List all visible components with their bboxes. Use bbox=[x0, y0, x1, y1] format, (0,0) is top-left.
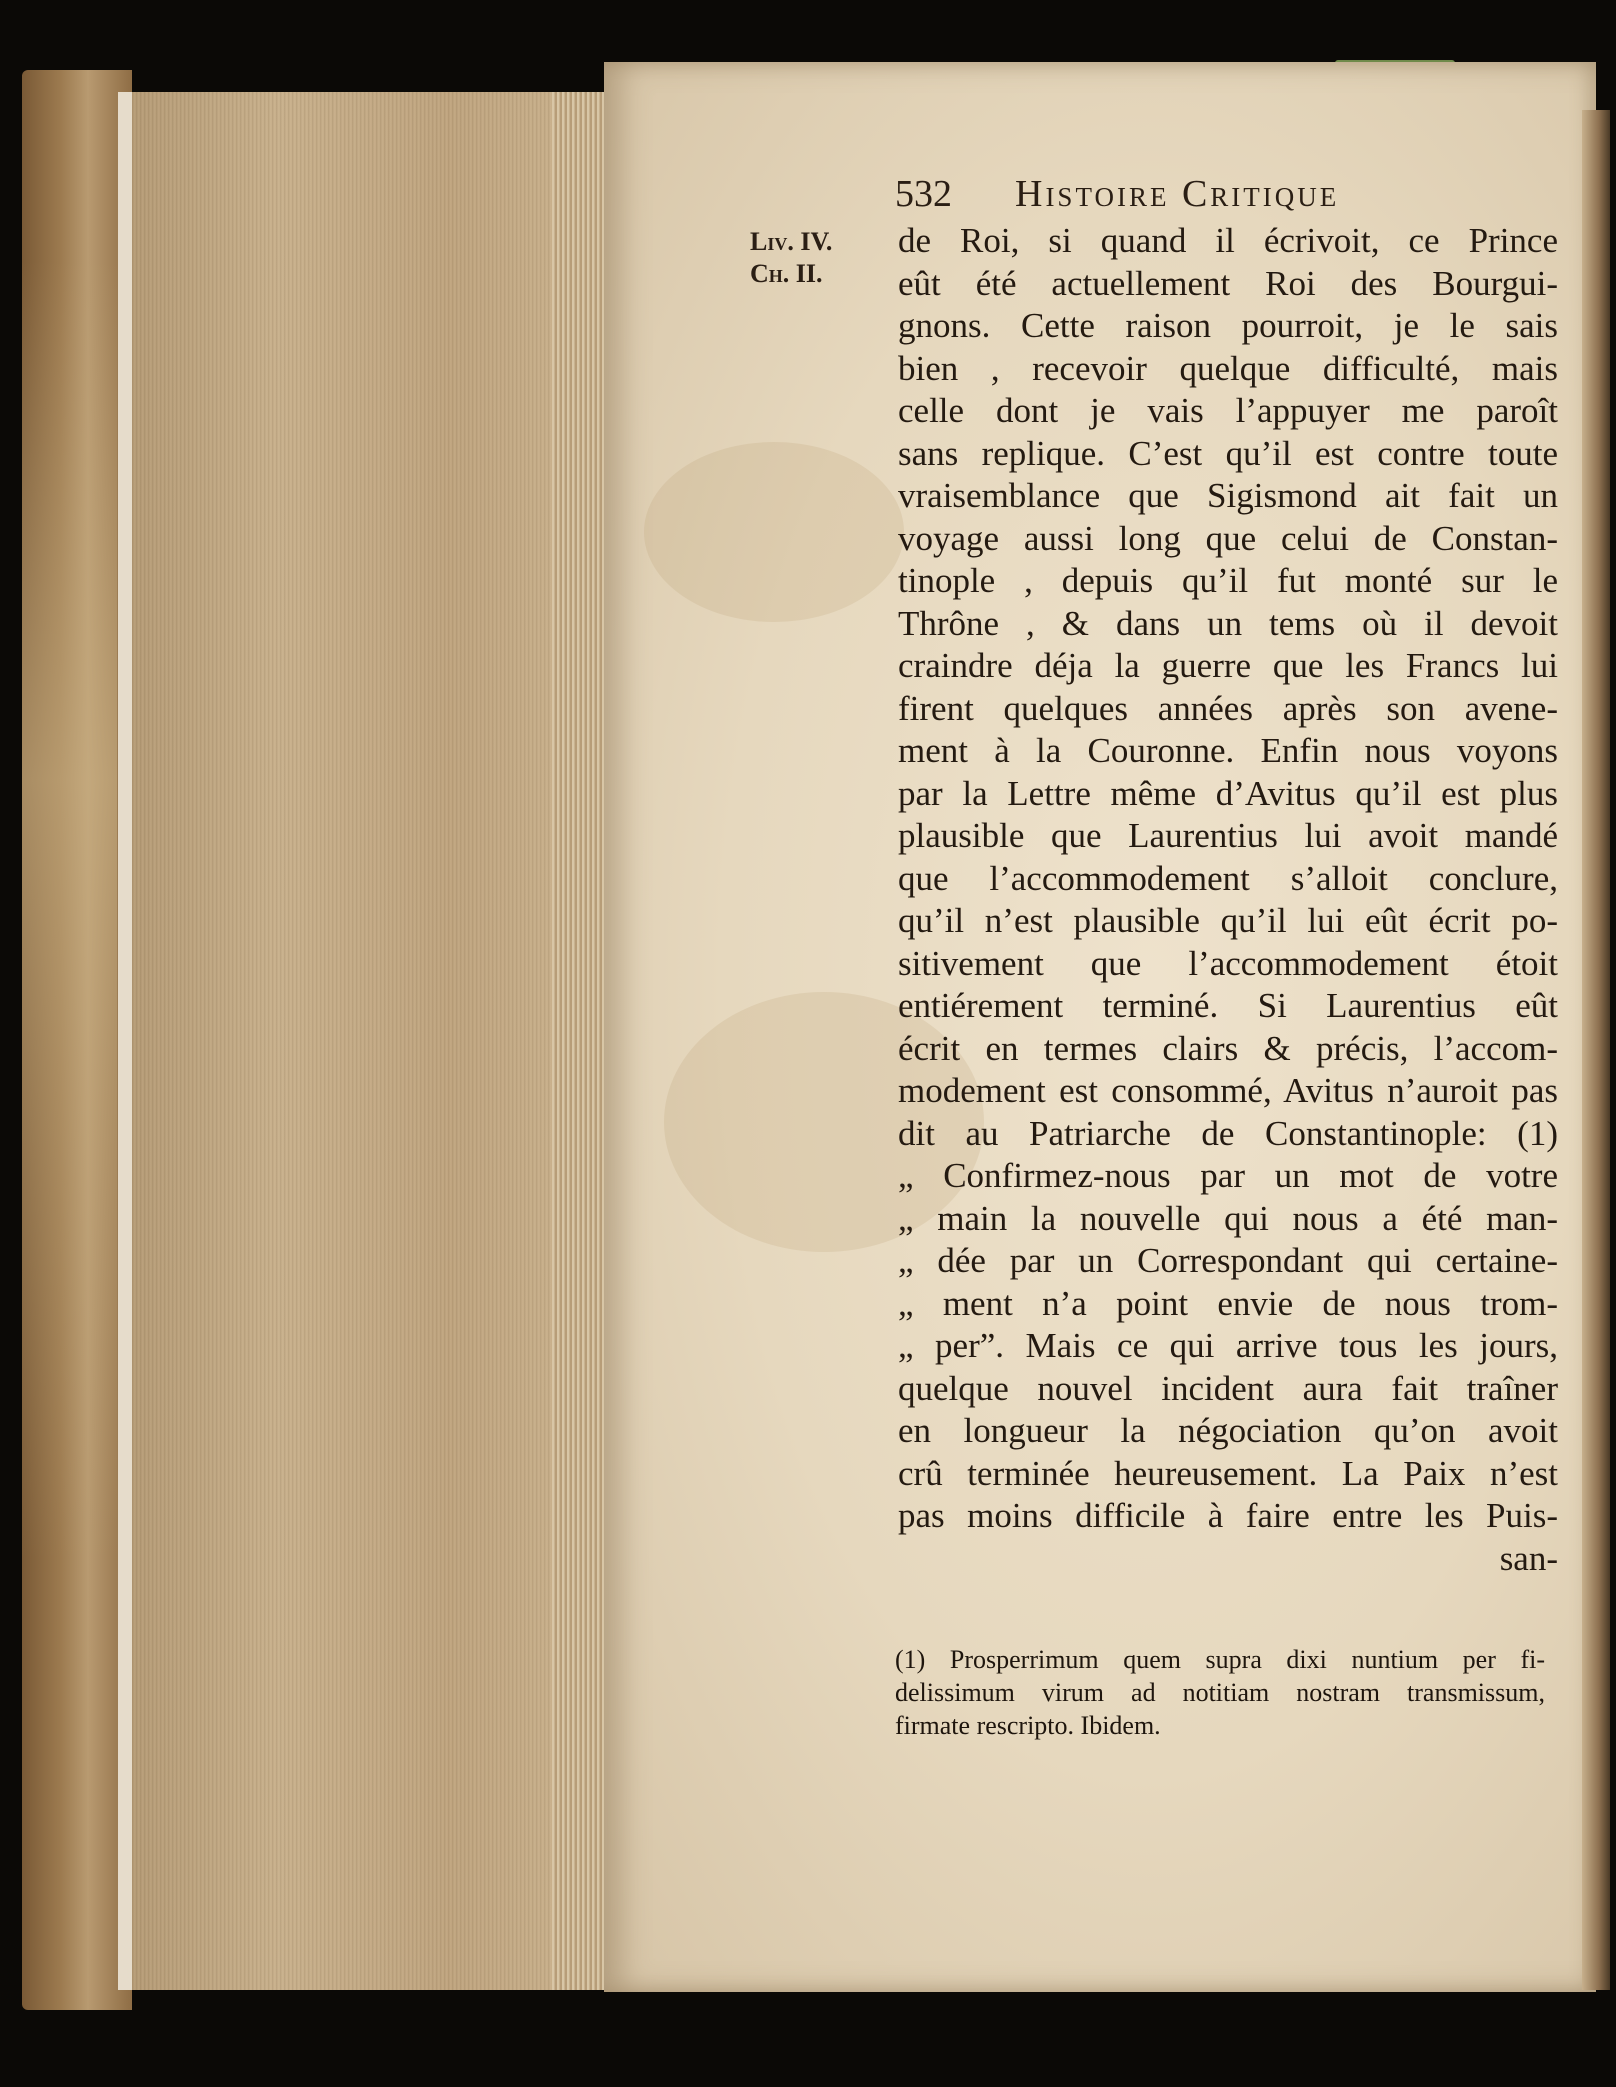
footnote-line: (1) Prosperrimum quem supra dixi nuntium per fi- bbox=[895, 1645, 1545, 1674]
right-page-edge bbox=[1582, 110, 1610, 1990]
quoted-line: „ ment n’a point envie de nous trom- bbox=[898, 1283, 1558, 1323]
text-line: firent quelques années après son avene- bbox=[898, 688, 1558, 728]
text-line: modement est consommé, Avitus n’auroit pas bbox=[898, 1071, 1558, 1110]
quoted-line: „ per”. Mais ce qui arrive tous les jours, bbox=[898, 1326, 1558, 1365]
left-page-block-edge bbox=[118, 92, 622, 1990]
paper-stain bbox=[644, 442, 904, 622]
text-line: par la Lettre même d’Avitus qu’il est plus bbox=[898, 773, 1558, 813]
quoted-line: „ Confirmez-nous par un mot de votre bbox=[898, 1156, 1558, 1195]
catchword: san- bbox=[1499, 1538, 1558, 1578]
text-line: dit au Patriarche de Constantinople: (1) bbox=[898, 1113, 1558, 1153]
text-line: sans replique. C’est qu’il est contre toute bbox=[898, 433, 1558, 473]
page-number: 532 bbox=[895, 173, 952, 215]
text-line: quelque nouvel incident aura fait traîner bbox=[898, 1368, 1558, 1408]
text-line: sitivement que l’accommodement étoit bbox=[898, 943, 1558, 983]
margin-note bbox=[750, 226, 880, 290]
running-title: Histoire Critique bbox=[1015, 173, 1340, 215]
text-line: pas moins difficile à faire entre les Puis- bbox=[898, 1496, 1558, 1535]
text-line: plausible que Laurentius lui avoit mandé bbox=[898, 816, 1558, 855]
text-line: tinople , depuis qu’il fut monté sur le bbox=[898, 561, 1558, 600]
page-header bbox=[895, 168, 1515, 228]
text-line: que l’accommodement s’alloit conclure, bbox=[898, 858, 1558, 898]
text-line: de Roi, si quand il écrivoit, ce Prince bbox=[898, 221, 1558, 260]
cover-wear-mark bbox=[22, 260, 117, 1560]
text-line: écrit en termes clairs & précis, l’accom- bbox=[898, 1028, 1558, 1068]
text-line: qu’il n’est plausible qu’il lui eût écrit po- bbox=[898, 901, 1558, 940]
text-line: crû terminée heureusement. La Paix n’est bbox=[898, 1453, 1558, 1493]
text-line: vraisemblance que Sigismond ait fait un bbox=[898, 476, 1558, 515]
text-line: entiérement terminé. Si Laurentius eût bbox=[898, 986, 1558, 1025]
text-line: gnons. Cette raison pourroit, je le sais bbox=[898, 306, 1558, 345]
footnote-line: firmate rescripto. Ibidem. bbox=[895, 1711, 1161, 1740]
footnote-line: delissimum virum ad notitiam nostram transmissum, bbox=[895, 1678, 1545, 1707]
text-line: voyage aussi long que celui de Constan- bbox=[898, 518, 1558, 558]
text-line: Thrône , & dans un tems où il devoit bbox=[898, 603, 1558, 643]
text-line: craindre déja la guerre que les Francs lui bbox=[898, 646, 1558, 685]
text-line: eût été actuellement Roi des Bourgui- bbox=[898, 263, 1558, 303]
text-line: celle dont je vais l’appuyer me paroît bbox=[898, 391, 1558, 430]
body-text bbox=[898, 220, 1558, 1580]
text-line: ment à la Couronne. Enfin nous voyons bbox=[898, 731, 1558, 770]
footnote bbox=[895, 1643, 1545, 1742]
quoted-line: „ main la nouvelle qui nous a été man- bbox=[898, 1198, 1558, 1238]
text-line: en longueur la négociation qu’on avoit bbox=[898, 1411, 1558, 1450]
chapter-number: Ch. II. bbox=[750, 259, 823, 288]
book-number: Liv. IV. bbox=[750, 227, 833, 256]
quoted-line: „ dée par un Correspondant qui certaine- bbox=[898, 1241, 1558, 1280]
text-line: bien , recevoir quelque difficulté, mais bbox=[898, 348, 1558, 388]
